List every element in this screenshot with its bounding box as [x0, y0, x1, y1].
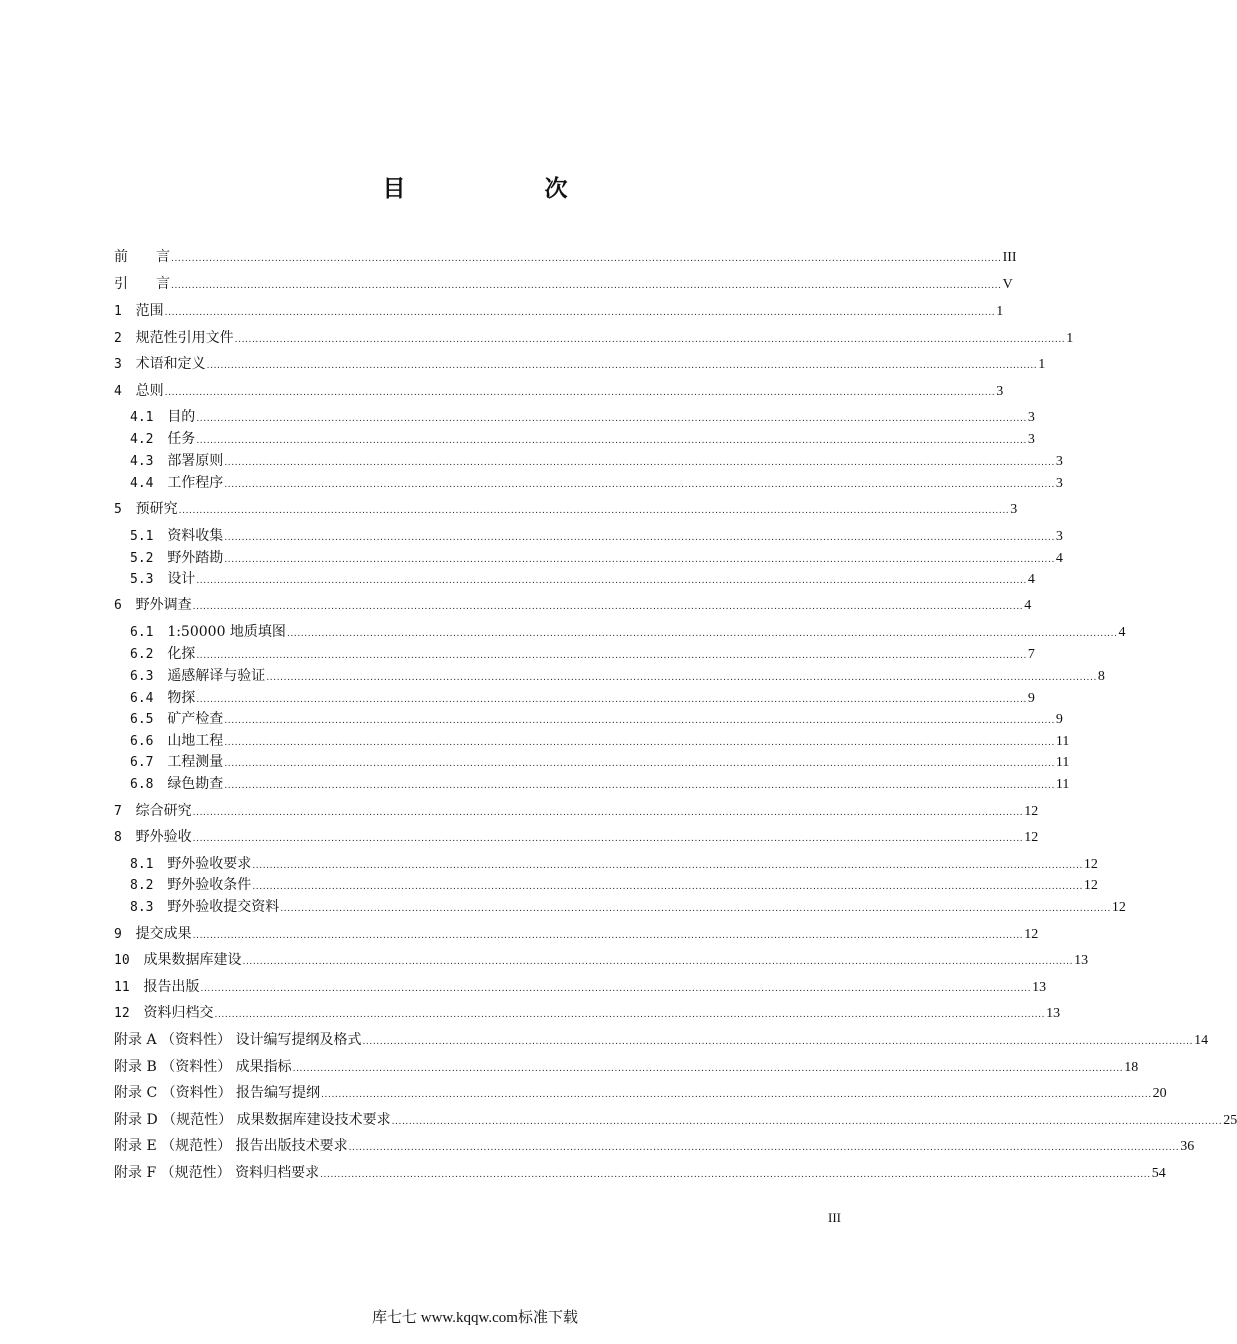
toc-entry-page: 12	[1024, 804, 1039, 819]
toc-entry[interactable]	[114, 1162, 1166, 1184]
toc-entry[interactable]	[130, 665, 1105, 687]
toc-leader-dots: ................................................................................................................................................................................................................................................	[196, 651, 1027, 661]
toc-entry-label: 附录 F （规范性） 资料归档要求	[114, 1165, 320, 1181]
toc-entry-number: 10	[114, 953, 138, 968]
toc-entry-label: 山地工程	[167, 733, 224, 749]
toc-entry-label: 规范性引用文件	[135, 330, 234, 346]
toc-leader-dots: ................................................................................................................................................................................................................................................	[164, 308, 996, 318]
toc-entry-page: 3	[1010, 502, 1018, 517]
toc-entry-page: 4	[1055, 551, 1063, 566]
toc-entry[interactable]	[114, 1056, 1139, 1078]
toc-leader-dots: ................................................................................................................................................................................................................................................	[196, 414, 1027, 424]
toc-entry-number: 4	[114, 384, 130, 399]
toc-leader-dots: ................................................................................................................................................................................................................................................	[196, 576, 1027, 586]
toc-entry[interactable]	[130, 547, 1063, 569]
toc-leader-dots: ................................................................................................................................................................................................................................................	[192, 602, 1024, 612]
toc-entry[interactable]	[114, 1109, 1237, 1131]
toc-entry-label: 引 言	[114, 276, 170, 292]
toc-leader-dots: ................................................................................................................................................................................................................................................	[224, 555, 1055, 565]
toc-entry-label: 物探	[167, 690, 196, 706]
toc-entry[interactable]	[114, 380, 1004, 402]
toc-leader-dots: ................................................................................................................................................................................................................................................	[252, 882, 1083, 892]
toc-entry[interactable]	[130, 428, 1035, 450]
toc-entry-page: 3	[1055, 529, 1063, 544]
toc-entry[interactable]	[130, 450, 1063, 472]
toc-entry-number: 4.4	[130, 476, 162, 491]
toc-leader-dots: ................................................................................................................................................................................................................................................	[224, 458, 1055, 468]
toc-entry-page: 3	[1055, 454, 1063, 469]
toc-entry-page: 1	[1066, 331, 1074, 346]
page-number: III	[828, 1210, 841, 1225]
toc-entry-page: 20	[1152, 1086, 1167, 1101]
toc-entry-label: 野外验收要求	[167, 856, 252, 872]
toc-entry-label: 成果数据库建设	[143, 952, 242, 968]
toc-entry[interactable]	[130, 730, 1070, 752]
toc-entry[interactable]	[130, 773, 1070, 795]
toc-entry-number: 6.2	[130, 647, 162, 662]
toc-leader-dots: ................................................................................................................................................................................................................................................	[224, 480, 1055, 490]
toc-entry-label: 报告出版	[143, 979, 200, 995]
toc-leader-dots: ................................................................................................................................................................................................................................................	[224, 738, 1055, 748]
toc-leader-dots: ................................................................................................................................................................................................................................................	[196, 436, 1027, 446]
toc-entry-page: 9	[1055, 712, 1063, 727]
toc-leader-dots: ................................................................................................................................................................................................................................................	[391, 1117, 1223, 1127]
toc-entry-number: 5.2	[130, 551, 162, 566]
toc-entry-label: 野外调查	[135, 597, 192, 613]
toc-entry-number: 7	[114, 804, 130, 819]
toc-entry-number: 6.3	[130, 669, 162, 684]
toc-leader-dots: ................................................................................................................................................................................................................................................	[321, 1090, 1152, 1100]
toc-entry-page: 54	[1151, 1166, 1166, 1181]
toc-entry[interactable]	[114, 246, 1017, 268]
toc-leader-dots: ................................................................................................................................................................................................................................................	[348, 1143, 1180, 1153]
toc-entry[interactable]	[114, 1029, 1209, 1051]
toc-leader-dots: ................................................................................................................................................................................................................................................	[224, 759, 1055, 769]
toc-leader-dots: ................................................................................................................................................................................................................................................	[292, 1064, 1124, 1074]
toc-leader-dots: ................................................................................................................................................................................................................................................	[252, 861, 1083, 871]
toc-entry-number: 6.6	[130, 734, 162, 749]
toc-leader-dots: ................................................................................................................................................................................................................................................	[192, 808, 1024, 818]
toc-entry-label: 附录 D （规范性） 成果数据库建设技术要求	[114, 1112, 391, 1128]
toc-leader-dots: ................................................................................................................................................................................................................................................	[206, 361, 1038, 371]
toc-entry[interactable]	[114, 826, 1039, 848]
toc-entry-page: 12	[1083, 857, 1098, 872]
toc-entry-label: 资料收集	[167, 528, 224, 544]
toc-entry-label: 野外踏勘	[167, 550, 224, 566]
toc-leader-dots: ................................................................................................................................................................................................................................................	[320, 1170, 1151, 1180]
toc-entry-page: 11	[1055, 755, 1070, 770]
toc-entry[interactable]	[114, 923, 1039, 945]
toc-entry-page: 4	[1024, 598, 1032, 613]
toc-entry-page: III	[1002, 250, 1017, 265]
toc-leader-dots: ................................................................................................................................................................................................................................................	[178, 506, 1010, 516]
toc-entry[interactable]	[114, 1135, 1195, 1157]
toc-entry-number: 6.5	[130, 712, 162, 727]
toc-entry[interactable]	[114, 1002, 1061, 1024]
toc-entry-number: 8	[114, 830, 130, 845]
toc-entry-number: 11	[114, 980, 138, 995]
toc-entry-page: 11	[1055, 777, 1070, 792]
toc-entry-page: 1	[996, 304, 1004, 319]
toc-entry-page: 3	[1055, 476, 1063, 491]
toc-entry-number: 5.1	[130, 529, 162, 544]
toc-entry[interactable]	[114, 353, 1046, 375]
toc-entry-number: 6.1	[130, 625, 162, 640]
toc-entry[interactable]	[114, 949, 1089, 971]
toc-leader-dots: ................................................................................................................................................................................................................................................	[171, 281, 1002, 291]
toc-entry-label: 综合研究	[135, 803, 192, 819]
toc-entry-page: 13	[1032, 980, 1047, 995]
toc-entry[interactable]	[130, 525, 1063, 547]
toc-entry-number: 1	[114, 304, 130, 319]
toc-leader-dots: ................................................................................................................................................................................................................................................	[224, 716, 1055, 726]
toc-leader-dots: ................................................................................................................................................................................................................................................	[171, 254, 1002, 264]
toc-entry-label: 设计	[167, 571, 196, 587]
toc-entry[interactable]	[130, 621, 1126, 643]
toc-leader-dots: ................................................................................................................................................................................................................................................	[192, 834, 1024, 844]
toc-entry-label: 任务	[167, 431, 196, 447]
toc-leader-dots: ................................................................................................................................................................................................................................................	[242, 957, 1074, 967]
toc-entry-page: 13	[1046, 1006, 1061, 1021]
toc-entry-label: 目的	[167, 409, 196, 425]
toc-entry-number: 6.7	[130, 755, 162, 770]
toc-entry-label: 野外验收条件	[167, 877, 252, 893]
toc-entry-number: 3	[114, 357, 130, 372]
toc-entry-page: 9	[1027, 691, 1035, 706]
toc-entry-page: 13	[1074, 953, 1089, 968]
toc-entry[interactable]	[114, 498, 1018, 520]
toc-entry-label: 资料归档交	[143, 1005, 214, 1021]
toc-entry-label: 遥感解译与验证	[167, 668, 266, 684]
toc-entry[interactable]	[130, 643, 1035, 665]
toc-entry-page: 12	[1024, 927, 1039, 942]
page-title: 目 次	[382, 176, 626, 202]
toc-entry-label: 部署原则	[167, 453, 224, 469]
toc-entry-page: 12	[1083, 878, 1098, 893]
toc-entry[interactable]	[114, 594, 1032, 616]
toc-entry-number: 8.3	[130, 900, 162, 915]
toc-leader-dots: ................................................................................................................................................................................................................................................	[200, 984, 1032, 994]
toc-entry-number: 4.1	[130, 410, 162, 425]
toc-entry-label: 附录 B （资料性） 成果指标	[114, 1059, 292, 1075]
toc-entry-number: 8.1	[130, 857, 162, 872]
toc-entry[interactable]	[130, 406, 1035, 428]
toc-entry-page: V	[1002, 277, 1013, 292]
toc-entry-label: 1:50000 地质填图	[167, 624, 286, 640]
toc-entry-label: 提交成果	[135, 926, 192, 942]
toc-entry-page: 4	[1027, 572, 1035, 587]
toc-entry-page: 3	[1027, 410, 1035, 425]
toc-leader-dots: ................................................................................................................................................................................................................................................	[224, 533, 1055, 543]
toc-entry-label: 野外验收	[135, 829, 192, 845]
toc-entry-page: 18	[1124, 1060, 1139, 1075]
toc-entry[interactable]	[130, 472, 1063, 494]
toc-entry-label: 化探	[167, 646, 196, 662]
toc-entry-page: 12	[1024, 830, 1039, 845]
toc-entry-label: 矿产检查	[167, 711, 224, 727]
toc-entry-label: 预研究	[135, 501, 178, 517]
toc-entry-page: 36	[1180, 1139, 1195, 1154]
toc-entry-number: 4.3	[130, 454, 162, 469]
toc-entry-number: 6	[114, 598, 130, 613]
toc-entry-page: 12	[1111, 900, 1126, 915]
toc-entry[interactable]	[114, 800, 1039, 822]
footer-watermark: 库七七 www.kqqw.com标准下载	[372, 1310, 578, 1326]
toc-entry-label: 附录 A （资料性） 设计编写提纲及格式	[114, 1032, 362, 1048]
toc-entry-page: 11	[1055, 734, 1070, 749]
toc-entry[interactable]	[130, 853, 1098, 875]
toc-entry-number: 8.2	[130, 878, 162, 893]
toc-leader-dots: ................................................................................................................................................................................................................................................	[224, 781, 1055, 791]
toc-entry-label: 附录 C （资料性） 报告编写提纲	[114, 1085, 321, 1101]
toc-entry-number: 9	[114, 927, 130, 942]
toc-entry-label: 绿色勘查	[167, 776, 224, 792]
toc-entry[interactable]	[114, 327, 1074, 349]
toc-leader-dots: ................................................................................................................................................................................................................................................	[192, 931, 1024, 941]
toc-entry-number: 5	[114, 502, 130, 517]
toc-leader-dots: ................................................................................................................................................................................................................................................	[164, 388, 996, 398]
toc-entry-number: 6.8	[130, 777, 162, 792]
toc-leader-dots: ................................................................................................................................................................................................................................................	[362, 1037, 1194, 1047]
toc-entry-number: 5.3	[130, 572, 162, 587]
toc-leader-dots: ................................................................................................................................................................................................................................................	[196, 695, 1027, 705]
toc-entry[interactable]	[130, 874, 1098, 896]
toc-entry-label: 工程测量	[167, 754, 224, 770]
toc-leader-dots: ................................................................................................................................................................................................................................................	[234, 335, 1066, 345]
toc-entry-page: 3	[996, 384, 1004, 399]
toc-entry[interactable]	[130, 568, 1035, 590]
toc-entry-label: 前 言	[114, 249, 170, 265]
toc-entry[interactable]	[114, 1082, 1167, 1104]
toc-entry-page: 14	[1194, 1033, 1209, 1048]
toc-entry-number: 6.4	[130, 691, 162, 706]
toc-entry[interactable]	[130, 708, 1063, 730]
toc-entry-label: 范围	[135, 303, 164, 319]
toc-entry-page: 25	[1223, 1113, 1237, 1128]
toc-entry-number: 12	[114, 1006, 138, 1021]
toc-entry[interactable]	[114, 976, 1047, 998]
toc-entry-page: 8	[1097, 669, 1105, 684]
toc-entry-page: 7	[1027, 647, 1035, 662]
toc-entry-label: 工作程序	[167, 475, 224, 491]
toc-entry[interactable]	[130, 896, 1126, 918]
toc-entry-page: 1	[1038, 357, 1046, 372]
toc-entry[interactable]	[114, 273, 1013, 295]
toc-entry-label: 术语和定义	[135, 356, 206, 372]
toc-entry[interactable]	[130, 687, 1035, 709]
toc-entry-label: 野外验收提交资料	[167, 899, 280, 915]
toc-leader-dots: ................................................................................................................................................................................................................................................	[286, 629, 1118, 639]
toc-entry[interactable]	[114, 300, 1004, 322]
toc-entry-page: 3	[1027, 432, 1035, 447]
toc-leader-dots: ................................................................................................................................................................................................................................................	[266, 673, 1097, 683]
toc-leader-dots: ................................................................................................................................................................................................................................................	[280, 904, 1111, 914]
toc-leader-dots: ................................................................................................................................................................................................................................................	[214, 1010, 1046, 1020]
toc-entry-number: 2	[114, 331, 130, 346]
toc-entry-number: 4.2	[130, 432, 162, 447]
toc-entry[interactable]	[130, 751, 1070, 773]
toc-entry-label: 附录 E （规范性） 报告出版技术要求	[114, 1138, 348, 1154]
toc-entry-page: 4	[1118, 625, 1126, 640]
toc-entry-label: 总则	[135, 383, 164, 399]
